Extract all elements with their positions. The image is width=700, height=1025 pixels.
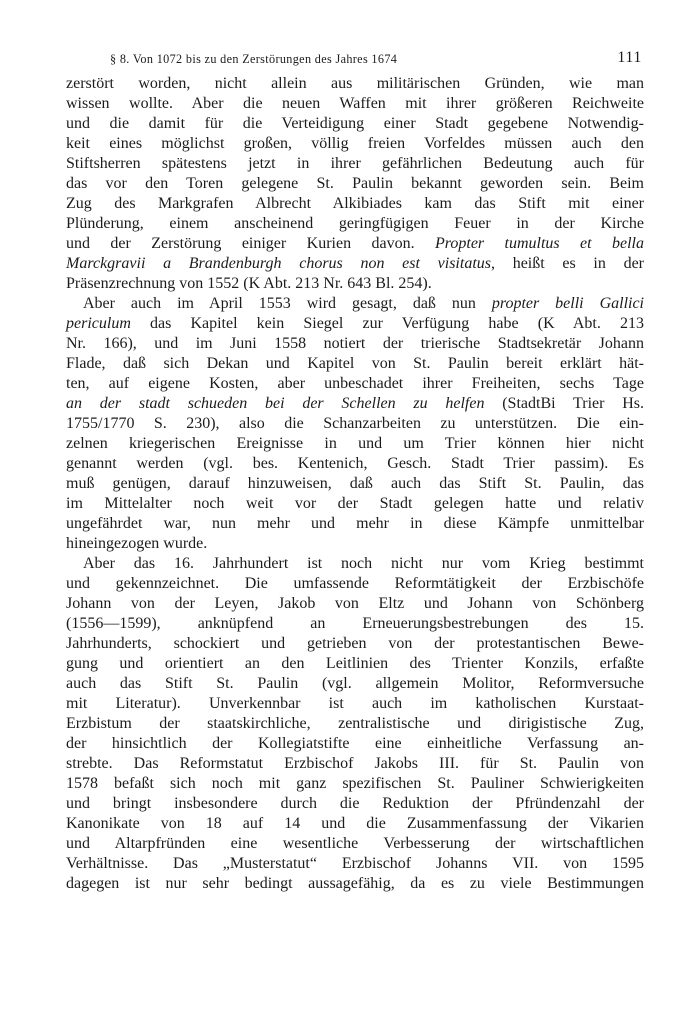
text-line <box>66 154 644 174</box>
text-line <box>66 194 644 214</box>
text-span: Flade, daß sich Dekan und Kapitel von St. Paulin bereit erklärt hät- <box>66 355 644 372</box>
text-line <box>66 854 644 874</box>
text-line <box>66 594 644 614</box>
text-line <box>66 514 644 534</box>
page-number: 111 <box>617 49 642 66</box>
text-span: wissen wollte. Aber die neuen Waffen mit ihrer größeren Reichweite <box>66 95 644 112</box>
text-line <box>66 714 644 734</box>
text-line <box>66 134 644 154</box>
text-span: muß genügen, darauf hinzuweisen, daß auch das Stift St. Paulin, das <box>66 475 644 492</box>
text-line <box>66 294 644 314</box>
text-line <box>66 634 644 654</box>
text-span: gung und orientiert an den Leitlinien des Trienter Konzils, erfaßte <box>66 655 644 672</box>
italic-text: Marckgravii a Brandenburgh chorus non est visitatus <box>66 255 491 272</box>
text-line <box>66 274 644 294</box>
text-line <box>66 814 644 834</box>
text-span: im Mittelalter noch weit vor der Stadt gelegen hatte und relativ <box>66 495 644 512</box>
text-line <box>66 214 644 234</box>
text-line <box>66 174 644 194</box>
text-line <box>66 554 644 574</box>
text-span: und bringt insbesondere durch die Reduktion der Pfründenzahl der <box>66 795 644 812</box>
text-span: mit Literatur). Unverkennbar ist auch im katholischen Kurstaat- <box>66 695 644 712</box>
text-line <box>66 394 644 414</box>
text-line <box>66 74 644 94</box>
text-line <box>66 874 644 894</box>
text-line <box>66 654 644 674</box>
text-span: zerstört worden, nicht allein aus militärischen Gründen, wie man <box>66 75 644 92</box>
text-span: Kanonikate von 18 auf 14 und die Zusammenfassung der Vikarien <box>66 815 644 832</box>
text-span: ten, auf eigene Kosten, aber unbeschadet ihrer Freiheiten, sechs Tage <box>66 375 644 392</box>
text-span: keit eines möglichst großen, völlig freien Vorfeldes müssen auch den <box>66 135 644 152</box>
text-span: Erzbistum der staatskirchliche, zentralistische und dirigistische Zug, <box>66 715 644 732</box>
text-line <box>66 94 644 114</box>
text-span: strebte. Das Reformstatut Erzbischof Jakobs III. für St. Paulin von <box>66 755 644 772</box>
text-span: Aber auch im April 1553 wird gesagt, daß nun <box>83 295 492 312</box>
text-line <box>66 374 644 394</box>
text-line <box>66 114 644 134</box>
text-span: hineingezogen wurde. <box>66 535 208 552</box>
text-line <box>66 314 644 334</box>
text-line <box>66 774 644 794</box>
text-line <box>66 694 644 714</box>
text-line <box>66 474 644 494</box>
text-span: (StadtBi Trier Hs. <box>484 395 644 412</box>
text-span: Präsenzrechnung von 1552 (K Abt. 213 Nr. 643 Bl. 254). <box>66 275 432 292</box>
paragraph <box>66 554 644 894</box>
text-line <box>66 334 644 354</box>
text-span: (1556—1599), anknüpfend an Erneuerungsbestrebungen des 15. <box>66 615 644 632</box>
text-span: Aber das 16. Jahrhundert ist noch nicht nur vom Krieg bestimmt <box>83 555 644 572</box>
text-span: Zug des Markgrafen Albrecht Alkibiades kam das Stift mit einer <box>66 195 644 212</box>
text-span: , heißt es in der <box>491 255 645 272</box>
text-line <box>66 614 644 634</box>
text-span: Verhältnisse. Das „Musterstatut“ Erzbischof Johanns VII. von 1595 <box>66 855 644 872</box>
text-line <box>66 254 644 274</box>
text-line <box>66 494 644 514</box>
running-head <box>66 46 644 68</box>
text-span: Jahrhunderts, schockiert und getrieben von der protestantischen Bewe- <box>66 635 644 652</box>
paragraph <box>66 74 644 294</box>
text-span: der hinsichtlich der Kollegiatstifte eine einheitliche Verfassung an- <box>66 735 644 752</box>
text-span: und die damit für die Verteidigung einer Stadt gegebene Notwendig- <box>66 115 644 132</box>
text-span: das vor den Toren gelegene St. Paulin bekannt geworden sein. Beim <box>66 175 644 192</box>
text-line <box>66 454 644 474</box>
text-span: ungefährdet war, nun mehr und mehr in diese Kämpfe unmittelbar <box>66 515 644 532</box>
text-span: 1755/1770 S. 230), also die Schanzarbeiten zu unterstützen. Die ein- <box>66 415 644 432</box>
text-line <box>66 574 644 594</box>
text-span: Plünderung, einem anscheinend geringfügigen Feuer in der Kirche <box>66 215 644 232</box>
running-title: § 8. Von 1072 bis zu den Zerstörungen des Jahres 1674 <box>110 52 398 66</box>
text-line <box>66 734 644 754</box>
text-span: und der Zerstörung einiger Kurien davon. <box>66 235 435 252</box>
paragraph <box>66 294 644 554</box>
text-span: Stiftsherren spätestens jetzt in ihrer gefährlichen Bedeutung auch für <box>66 155 644 172</box>
italic-text: an der stadt schueden bei der Schellen zu helfen <box>66 395 485 412</box>
text-line <box>66 234 644 254</box>
text-span: und gekennzeichnet. Die umfassende Reformtätigkeit der Erzbischöfe <box>66 575 644 592</box>
text-span: dagegen ist nur sehr bedingt aussagefähig, da es zu viele Bestimmungen <box>66 875 644 892</box>
text-span: genannt werden (vgl. bes. Kentenich, Gesch. Stadt Trier passim). Es <box>66 455 644 472</box>
italic-text: Propter tumultus et bella <box>434 235 644 252</box>
book-page <box>66 46 644 894</box>
italic-text: periculum <box>66 315 131 332</box>
text-span: auch das Stift St. Paulin (vgl. allgemein Molitor, Reformversuche <box>66 675 644 692</box>
text-span: 1578 befaßt sich noch mit ganz spezifischen St. Pauliner Schwierigkeiten <box>66 775 644 792</box>
text-line <box>66 754 644 774</box>
body-text <box>66 74 644 894</box>
text-span: Johann von der Leyen, Jakob von Eltz und Johann von Schönberg <box>66 595 644 612</box>
text-line <box>66 434 644 454</box>
text-span: zelnen kriegerischen Ereignisse in und um Trier können hier nicht <box>66 435 644 452</box>
text-span: und Altarpfründen eine wesentliche Verbesserung der wirtschaftlichen <box>66 835 644 852</box>
text-span: das Kapitel kein Siegel zur Verfügung habe (K Abt. 213 <box>130 315 644 332</box>
text-span: Nr. 166), und im Juni 1558 notiert der trierische Stadtsekretär Johann <box>66 335 644 352</box>
text-line <box>66 834 644 854</box>
text-line <box>66 674 644 694</box>
text-line <box>66 414 644 434</box>
text-line <box>66 354 644 374</box>
italic-text: propter belli Gallici <box>491 295 645 312</box>
text-line <box>66 534 644 554</box>
text-line <box>66 794 644 814</box>
